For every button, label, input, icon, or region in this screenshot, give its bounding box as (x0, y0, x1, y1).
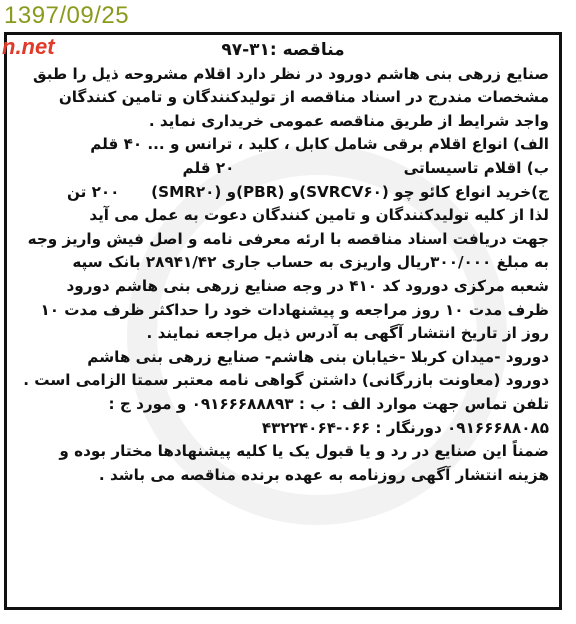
notice-line: صنایع زرهی بنی هاشم دورود در نظر دارد اقلام مشروحه ذیل را طبق (33, 64, 549, 83)
notice-line: هزینه انتشار آگهی روزنامه به عهده برنده مناقصه می باشد . (98, 465, 549, 484)
phone-line: تلفن تماس جهت موارد الف : ب : ۰۹۱۶۶۶۸۸۸۹۳ و مورد ج : (108, 394, 549, 413)
notice-content (7, 35, 559, 487)
site-watermark-text: n.net (2, 34, 55, 59)
address-line: دورود (معاونت بازرگانی) داشتن گواهی نامه معتبر سمتا الزامی است . (23, 371, 549, 390)
notice-line: به مبلغ ۳۰۰/۰۰۰ریال واریزی به حساب جاری ۲۸۹۴۱/۴۲ بانک سپه (72, 253, 549, 272)
notice-line: مشخصات مندرج در اسناد مناقصه از تولیدکنندگان و تامین کنندگان (58, 88, 549, 107)
phone-line: ۰۹۱۶۶۶۸۸۰۸۵ دورنگار : ۰۶۶-۴۳۲۲۴۰۶۴ (261, 418, 549, 437)
item-a: الف) انواع اقلام برقی شامل کابل ، کلید ، ترانس و ... ۴۰ قلم (90, 135, 549, 154)
item-c: ج)خرید انواع کائو چو (SVRCV۶۰)و (PBR)و (SMR۲۰) ۲۰۰ تن (66, 182, 549, 201)
notice-title: مناقصه :۳۱-۹۷ (221, 40, 345, 60)
notice-line: ضمناً این صنایع در رد و یا قبول یک یا کلیه پیشنهادها مختار بوده و (59, 442, 549, 461)
notice-line: روز از تاریخ انتشار آگهی به آدرس ذیل مراجعه نمایند . (146, 324, 549, 343)
tender-notice-box (4, 32, 562, 610)
address-line: دورود -میدان کربلا -خیابان بنی هاشم- صنایع زرهی بنی هاشم (87, 347, 549, 366)
notice-line: لذا از کلیه تولیدکنندگان و تامین کنندگان دعوت به عمل می آید (89, 206, 549, 225)
date-stamp: 1397/09/25 (4, 2, 130, 29)
item-b: ب) اقلام تاسیساتی ۲۰ قلم (182, 158, 549, 177)
notice-line: شعبه مرکزی دورود کد ۴۱۰ در وجه صنایع زرهی بنی هاشم دورود (66, 276, 549, 295)
notice-line: جهت دریافت اسناد مناقصه با ارئه معرفی نامه و اصل فیش واریز وجه (27, 229, 549, 248)
notice-line: ظرف مدت ۱۰ روز مراجعه و پیشنهادات خود را حداکثر ظرف مدت ۱۰ (40, 300, 549, 319)
notice-line: واجد شرایط از طریق مناقصه عمومی خریداری نماید . (148, 111, 549, 130)
